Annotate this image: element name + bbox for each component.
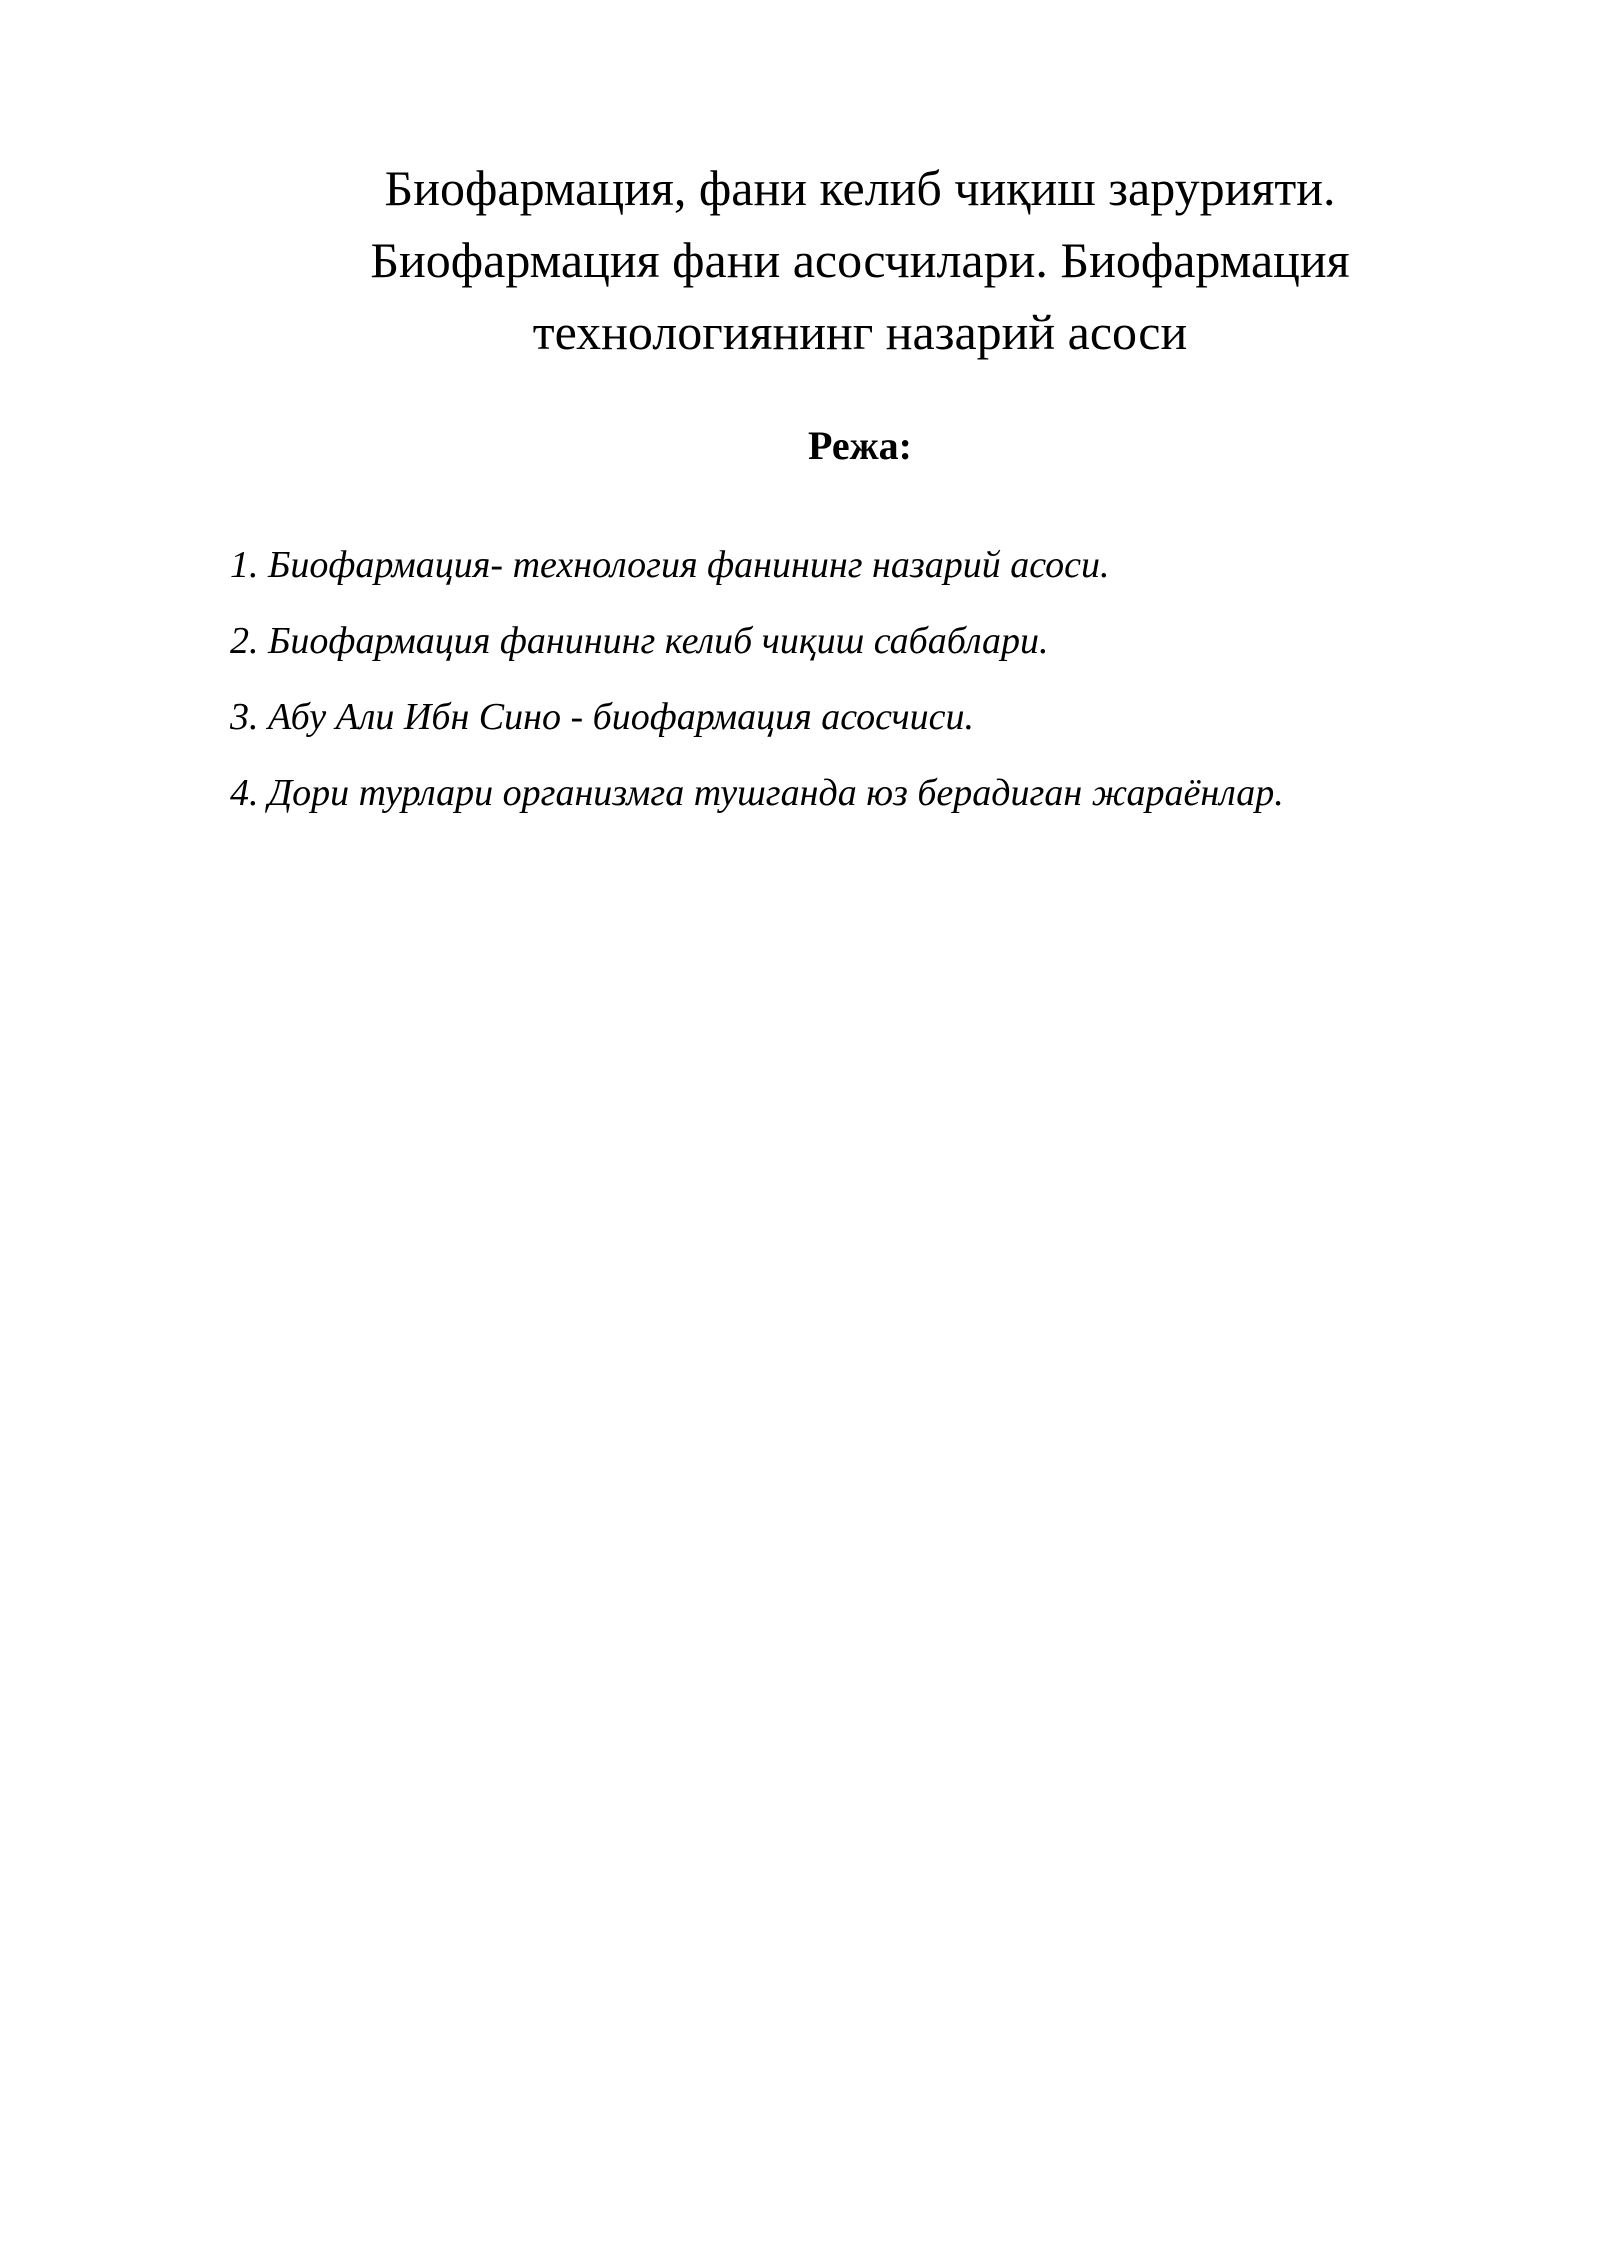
plan-item: 2. Биофармация фанининг келиб чиқиш сабаблари. (230, 620, 1049, 662)
title-line: технологиянинг назарий асоси (532, 304, 1188, 360)
plan-list (230, 540, 1530, 844)
document-title (230, 152, 1490, 368)
plan-heading: Режа: (808, 423, 912, 468)
plan-item: 3. Абу Али Ибн Сино - биофармация асосчиси. (230, 696, 975, 738)
title-line: Биофармация, фани келиб чиқиш зарурияти. (384, 160, 1336, 216)
title-line: Биофармация фани асосчилари. Биофармация (370, 232, 1350, 288)
plan-item: 4. Дори турлари организмга тушганда юз берадиган жараёнлар. (230, 772, 1284, 814)
plan-item: 1. Биофармация- технология фанининг назарий асоси. (230, 544, 1110, 586)
